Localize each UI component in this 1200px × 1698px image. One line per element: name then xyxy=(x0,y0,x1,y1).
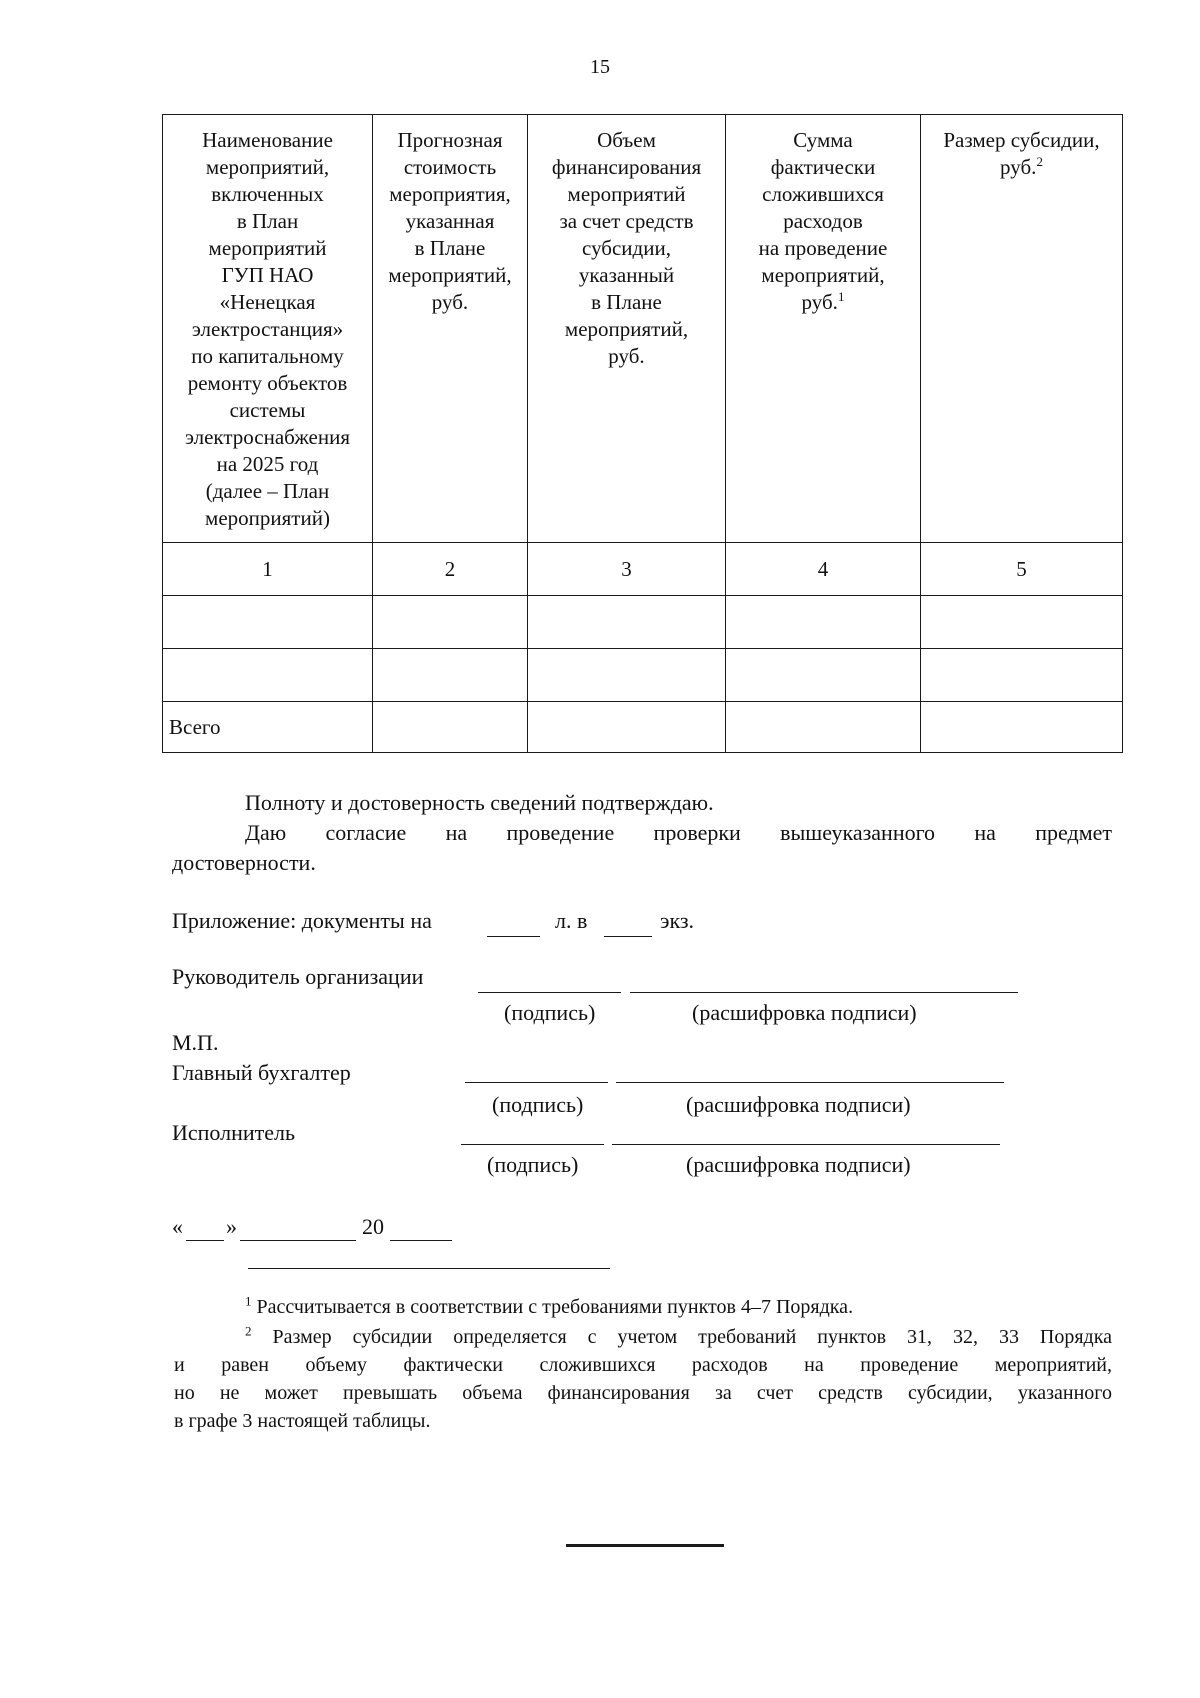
confirm-line-3: достоверности. xyxy=(172,850,316,875)
date-day-line[interactable] xyxy=(186,1240,224,1241)
table-cell xyxy=(528,649,726,702)
accountant-label: Главный бухгалтер xyxy=(172,1060,351,1085)
date-close-quote: » xyxy=(226,1214,237,1239)
total-label-cell xyxy=(163,702,373,753)
table-row xyxy=(163,596,1123,649)
table-cell xyxy=(921,649,1123,702)
date-year-line[interactable] xyxy=(390,1240,452,1241)
table-cell xyxy=(528,702,726,753)
total-label: Всего xyxy=(169,714,221,739)
copies-count-line[interactable] xyxy=(604,936,652,937)
column-number: 5 xyxy=(921,543,1123,596)
confirm-line-2: Даю согласие на проведение проверки вышеуказанного на предмет xyxy=(245,820,1112,845)
subsidy-table xyxy=(162,114,1123,753)
footnote-2-line-2: и равен объему фактически сложившихся расходов на проведение мероприятий, xyxy=(174,1354,1112,1376)
attachment-prefix: Приложение: документы на xyxy=(172,908,432,933)
accountant-decoding-caption: (расшифровка подписи) xyxy=(686,1092,911,1117)
accountant-signature-caption: (подпись) xyxy=(492,1092,584,1117)
executor-signature-caption: (подпись) xyxy=(487,1152,579,1177)
executor-decoding-line[interactable] xyxy=(612,1144,1000,1145)
table-cell xyxy=(528,596,726,649)
column-number: 4 xyxy=(726,543,921,596)
pages-count-line[interactable] xyxy=(487,936,540,937)
date-open-quote: « xyxy=(172,1214,183,1239)
accountant-signature-line[interactable] xyxy=(465,1082,608,1083)
table-cell xyxy=(373,702,528,753)
table-cell xyxy=(163,649,373,702)
closing-rule xyxy=(566,1544,724,1547)
footnote-2-line-3: но не может превышать объема финансирования за счет средств субсидии, указанного xyxy=(174,1382,1112,1404)
table-cell xyxy=(373,649,528,702)
column-number: 3 xyxy=(528,543,726,596)
header-financing-volume: Объем финансирования мероприятий за счет средств субсидии, указанный в Плане мероприятий, руб. xyxy=(528,115,726,543)
footnote-ref-1: 1 xyxy=(837,289,845,304)
column-number-row xyxy=(163,543,1123,596)
footnote-ref-2: 2 xyxy=(1036,154,1043,169)
head-signature-line[interactable] xyxy=(478,992,621,993)
head-decoding-caption: (расшифровка подписи) xyxy=(692,1000,917,1025)
attachment-suffix: экз. xyxy=(660,908,695,933)
page-number: 15 xyxy=(590,56,610,78)
head-label: Руководитель организации xyxy=(172,964,424,989)
footnote-separator xyxy=(248,1268,610,1269)
header-activities: Наименование мероприятий, включенных в План мероприятий ГУП НАО «Ненецкая электростанция» по капитальному ремонту объектов системы электроснабжения на 2025 год (далее – План мероприятий) xyxy=(163,115,373,543)
attachment-mid: л. в xyxy=(555,908,588,933)
table-cell xyxy=(726,596,921,649)
column-number: 2 xyxy=(373,543,528,596)
stamp-label: М.П. xyxy=(172,1030,219,1055)
footnote-2-line-4: в графе 3 настоящей таблицы. xyxy=(174,1410,431,1432)
executor-label: Исполнитель xyxy=(172,1120,296,1145)
total-row xyxy=(163,702,1123,753)
header-actual-expenses: Сумма фактически сложившихся расходов на проведение мероприятий, руб.$^1$ xyxy=(726,115,921,543)
table-cell xyxy=(921,596,1123,649)
head-signature-caption: (подпись) xyxy=(504,1000,596,1025)
accountant-decoding-line[interactable] xyxy=(616,1082,1004,1083)
table-cell xyxy=(921,702,1123,753)
executor-signature-line[interactable] xyxy=(461,1144,604,1145)
confirm-line-1: Полноту и достоверность сведений подтверждаю. xyxy=(245,790,714,815)
table-cell xyxy=(726,649,921,702)
date-month-line[interactable] xyxy=(240,1240,356,1241)
header-subsidy-size: Размер субсидии, руб.$^2$ xyxy=(921,115,1123,543)
table-cell xyxy=(373,596,528,649)
column-number: 1 xyxy=(163,543,373,596)
header-forecast-cost: Прогнозная стоимость мероприятия, указанная в Плане мероприятий, руб. xyxy=(373,115,528,543)
table-header-row xyxy=(163,115,1123,543)
date-year-prefix: 20 xyxy=(362,1214,384,1239)
table-cell xyxy=(726,702,921,753)
head-decoding-line[interactable] xyxy=(630,992,1018,993)
executor-decoding-caption: (расшифровка подписи) xyxy=(686,1152,911,1177)
table-row xyxy=(163,649,1123,702)
table-cell xyxy=(163,596,373,649)
footnote-1: $^1$ Рассчитывается в соответствии с требованиями пунктов 4–7 Порядка. xyxy=(245,1293,854,1318)
footnote-2-line-1: $^2$ Размер субсидии определяется с учетом требований пунктов 31, 32, 33 Порядка xyxy=(245,1323,1113,1348)
